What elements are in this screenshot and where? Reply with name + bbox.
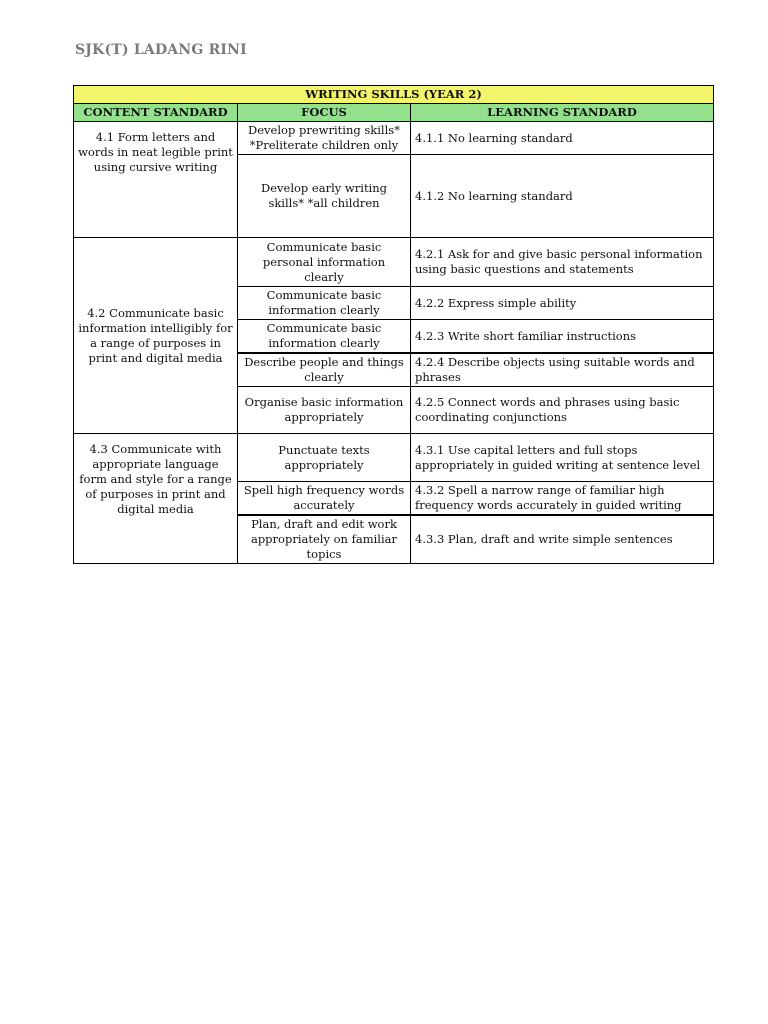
column-header-learning-standard: LEARNING STANDARD xyxy=(411,104,714,122)
table-title: WRITING SKILLS (YEAR 2) xyxy=(74,86,714,104)
learning-standard-cell: 4.2.3 Write short familiar instructions xyxy=(411,320,714,354)
focus-cell: Develop prewriting skills* *Preliterate children only xyxy=(238,122,411,155)
learning-standard-cell: 4.2.2 Express simple ability xyxy=(411,287,714,320)
focus-cell: Develop early writing skills* *all children xyxy=(238,155,411,238)
focus-cell: Spell high frequency words accurately xyxy=(238,482,411,516)
learning-standard-cell: 4.2.5 Connect words and phrases using basic coordinating conjunctions xyxy=(411,387,714,434)
focus-cell: Describe people and things clearly xyxy=(238,353,411,387)
focus-cell: Communicate basic information clearly xyxy=(238,320,411,354)
column-header-focus: FOCUS xyxy=(238,104,411,122)
content-standard-cell: 4.2 Communicate basic information intelligibly for a range of purposes in print and digital media xyxy=(74,238,238,434)
focus-cell: Communicate basic information clearly xyxy=(238,287,411,320)
table-header-row xyxy=(74,104,714,122)
focus-cell: Plan, draft and edit work appropriately on familiar topics xyxy=(238,515,411,564)
column-header-content-standard: CONTENT STANDARD xyxy=(74,104,238,122)
table-row xyxy=(74,238,714,287)
focus-cell: Organise basic information appropriately xyxy=(238,387,411,434)
table-row xyxy=(74,434,714,482)
learning-standard-cell: 4.1.2 No learning standard xyxy=(411,155,714,238)
content-standard-cell: 4.3 Communicate with appropriate language form and style for a range of purposes in print and digital media xyxy=(74,434,238,564)
learning-standard-cell: 4.3.2 Spell a narrow range of familiar high frequency words accurately in guided writing xyxy=(411,482,714,516)
learning-standard-cell: 4.2.1 Ask for and give basic personal information using basic questions and statements xyxy=(411,238,714,287)
learning-standard-cell: 4.3.1 Use capital letters and full stops appropriately in guided writing at sentence level xyxy=(411,434,714,482)
learning-standard-cell: 4.3.3 Plan, draft and write simple sentences xyxy=(411,515,714,564)
focus-cell: Communicate basic personal information clearly xyxy=(238,238,411,287)
focus-cell: Punctuate texts appropriately xyxy=(238,434,411,482)
table-row xyxy=(74,122,714,155)
school-header: SJK(T) LADANG RINI xyxy=(75,42,247,58)
content-standard-cell: 4.1 Form letters and words in neat legible print using cursive writing xyxy=(74,122,238,238)
learning-standard-cell: 4.1.1 No learning standard xyxy=(411,122,714,155)
learning-standard-cell: 4.2.4 Describe objects using suitable words and phrases xyxy=(411,353,714,387)
table-title-row xyxy=(74,86,714,104)
writing-skills-table xyxy=(73,85,714,564)
